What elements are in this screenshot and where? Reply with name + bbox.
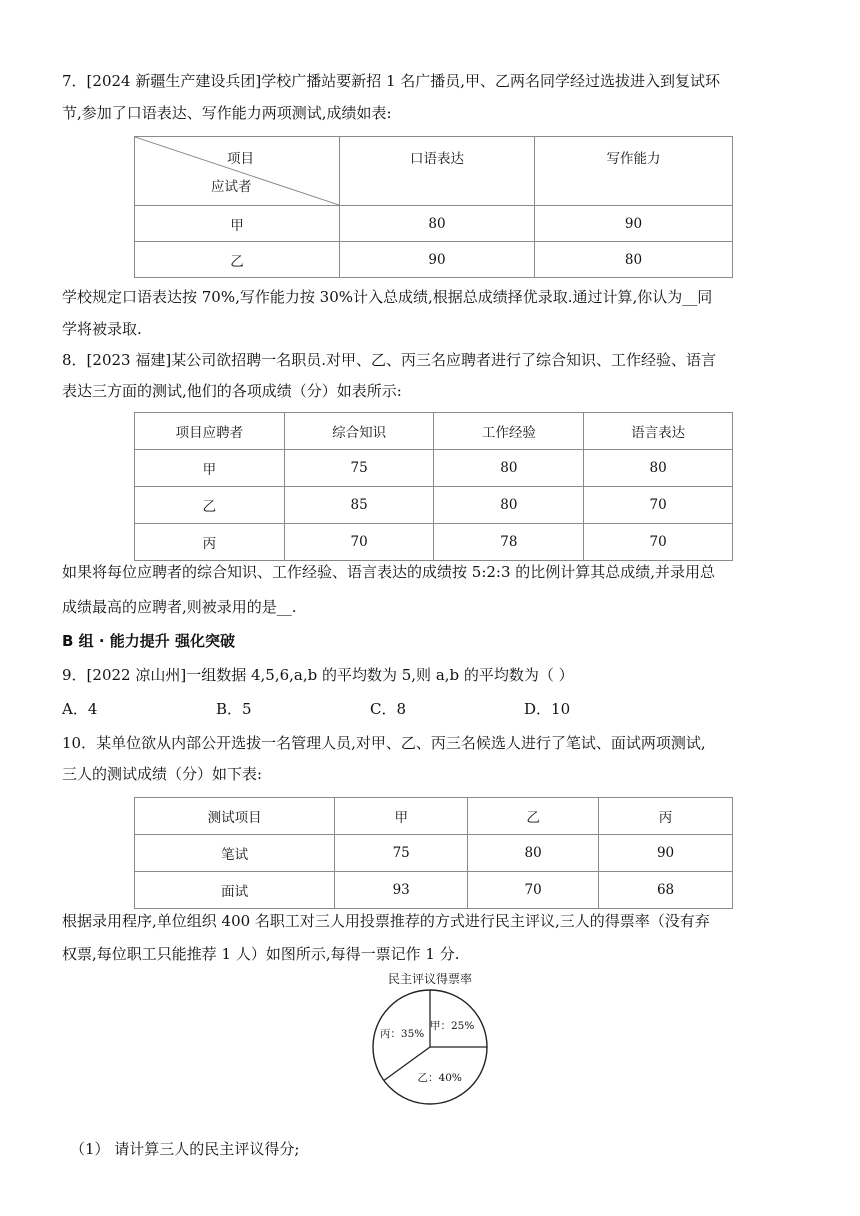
q8-header: 项目应聘者 xyxy=(135,413,285,450)
q8-after-line2: 成绩最高的应聘者,则被录用的是__. xyxy=(62,598,297,616)
q9-options xyxy=(62,698,802,720)
q9-option-c: C．8 xyxy=(370,700,407,718)
q7-header-oral: 口语表达 xyxy=(340,137,535,206)
q10-cell: 93 xyxy=(335,872,468,909)
table-row xyxy=(135,872,733,909)
q7-corner-top: 项目 xyxy=(227,151,254,167)
q7-cell: 80 xyxy=(535,242,733,278)
q10-cell: 75 xyxy=(335,835,468,872)
q7-corner-cell xyxy=(135,137,340,206)
pie-slice-label: 乙：40% xyxy=(417,1071,462,1084)
pie-slice-label: 丙：35% xyxy=(379,1027,425,1040)
q8-cell: 甲 xyxy=(135,450,285,487)
q7-stem-line2: 节,参加了口语表达、写作能力两项测试,成绩如表: xyxy=(62,104,392,122)
q8-cell: 70 xyxy=(284,524,434,561)
q10-stem-line1: 10．某单位欲从内部公开选拔一名管理人员,对甲、乙、丙三名候选人进行了笔试、面试两项测试, xyxy=(62,734,706,752)
q9-option-a: A．4 xyxy=(62,700,98,718)
q8-cell: 乙 xyxy=(135,487,285,524)
q10-cell: 面试 xyxy=(135,872,335,909)
q8-cell: 85 xyxy=(284,487,434,524)
table-row xyxy=(135,487,733,524)
q8-header: 语言表达 xyxy=(584,413,733,450)
q8-cell: 70 xyxy=(584,487,733,524)
q7-stem-line1: 7．[2024 新疆生产建设兵团]学校广播站要新招 1 名广播员,甲、乙两名同学经过选拔进入到复试环 xyxy=(62,72,721,90)
q7-score-table xyxy=(134,136,733,278)
q9-option-d: D．10 xyxy=(524,700,571,718)
table-row xyxy=(135,206,733,242)
q10-after-line2: 权票,每位职工只能推荐 1 人）如图所示,每得一票记作 1 分. xyxy=(62,945,460,963)
q8-cell: 78 xyxy=(434,524,584,561)
q8-header: 综合知识 xyxy=(284,413,434,450)
table-row xyxy=(135,835,733,872)
chart-title: 民主评议得票率 xyxy=(387,972,472,986)
q8-score-table xyxy=(134,412,733,561)
q8-stem-line2: 表达三方面的测试,他们的各项成绩（分）如表所示: xyxy=(62,382,402,400)
q10-header: 测试项目 xyxy=(135,798,335,835)
q10-header: 乙 xyxy=(468,798,599,835)
section-heading: B 组 · 能力提升 强化突破 xyxy=(62,632,236,650)
q8-cell: 80 xyxy=(434,487,584,524)
q10-after-line1: 根据录用程序,单位组织 400 名职工对三人用投票推荐的方式进行民主评议,三人的得票率（没有弃 xyxy=(62,912,710,930)
q8-cell: 80 xyxy=(584,450,733,487)
q7-cell: 80 xyxy=(340,206,535,242)
q7-corner-bottom: 应试者 xyxy=(211,179,252,195)
q10-cell: 70 xyxy=(468,872,599,909)
pie-slice-label: 甲：25% xyxy=(429,1019,475,1032)
table-row xyxy=(135,242,733,278)
table-header-row xyxy=(135,798,733,835)
q10-header: 甲 xyxy=(335,798,468,835)
q10-stem-line2: 三人的测试成绩（分）如下表: xyxy=(62,765,263,783)
q9-option-b: B．5 xyxy=(216,700,252,718)
q10-subquestion-1: （1） 请计算三人的民主评议得分; xyxy=(70,1140,300,1158)
q8-cell: 80 xyxy=(434,450,584,487)
q8-after-line1: 如果将每位应聘者的综合知识、工作经验、语言表达的成绩按 5:2:3 的比例计算其总成绩,并录用总 xyxy=(62,563,716,581)
pie-svg xyxy=(360,987,510,1105)
q7-row-name: 甲 xyxy=(135,206,340,242)
table-header-row xyxy=(135,413,733,450)
q10-score-table xyxy=(134,797,733,909)
q10-cell: 笔试 xyxy=(135,835,335,872)
table-row xyxy=(135,450,733,487)
vote-rate-pie-chart xyxy=(360,970,510,1105)
table-row xyxy=(135,524,733,561)
q8-header: 工作经验 xyxy=(434,413,584,450)
q8-cell: 丙 xyxy=(135,524,285,561)
q10-cell: 68 xyxy=(599,872,733,909)
q10-cell: 90 xyxy=(599,835,733,872)
q8-cell: 70 xyxy=(584,524,733,561)
q7-cell: 90 xyxy=(535,206,733,242)
q8-cell: 75 xyxy=(284,450,434,487)
q7-cell: 90 xyxy=(340,242,535,278)
q7-after-line1: 学校规定口语表达按 70%,写作能力按 30%计入总成绩,根据总成绩择优录取.通过计算,你认为__同 xyxy=(62,288,713,306)
q7-row-name: 乙 xyxy=(135,242,340,278)
q10-cell: 80 xyxy=(468,835,599,872)
q8-stem-line1: 8．[2023 福建]某公司欲招聘一名职员.对甲、乙、丙三名应聘者进行了综合知识、工作经验、语言 xyxy=(62,351,716,369)
q10-header: 丙 xyxy=(599,798,733,835)
q7-header-writing: 写作能力 xyxy=(535,137,733,206)
q7-after-line2: 学将被录取. xyxy=(62,320,142,338)
q9-stem: 9．[2022 凉山州]一组数据 4,5,6,a,b 的平均数为 5,则 a,b 的平均数为（ ） xyxy=(62,666,574,684)
